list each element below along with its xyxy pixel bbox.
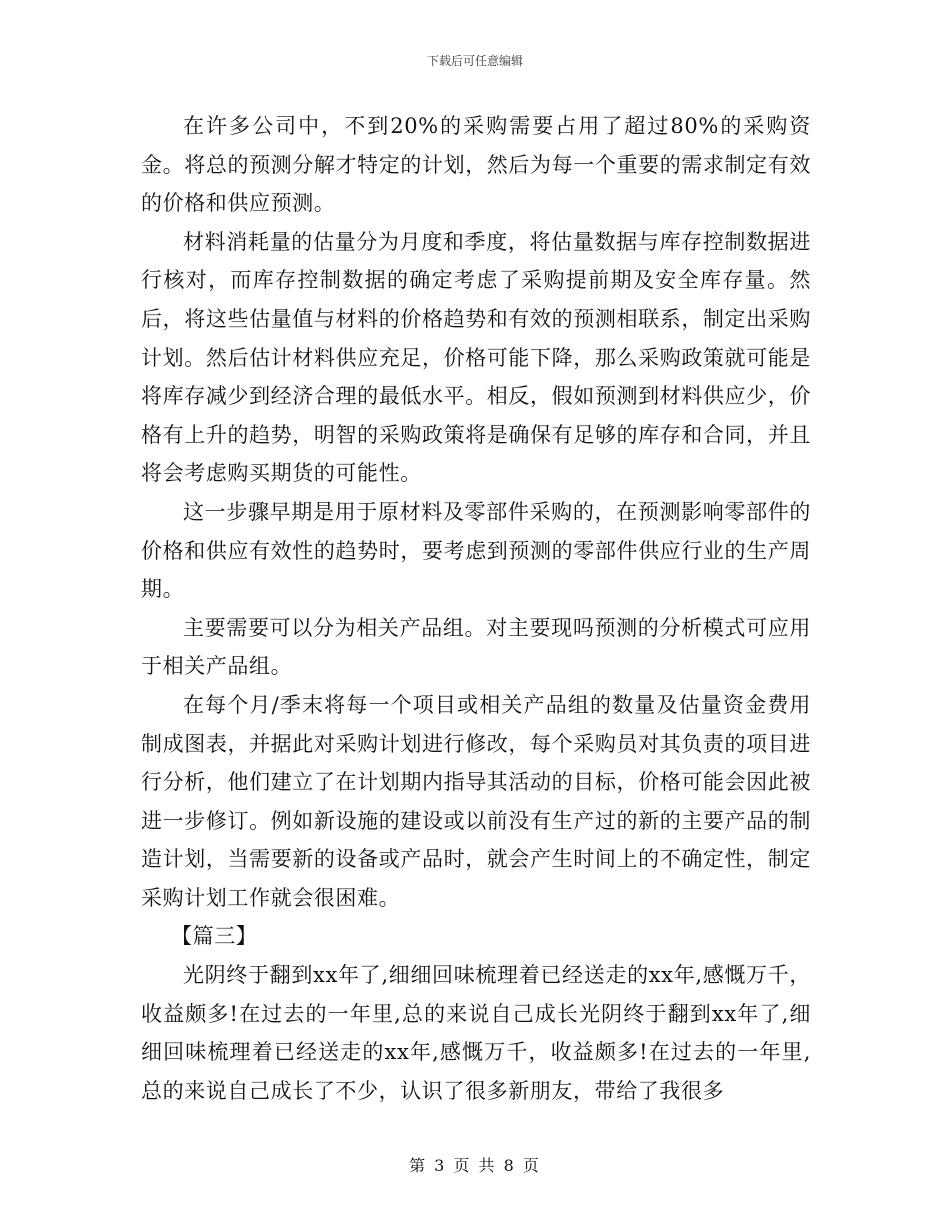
section-paragraph: 光阴终于翻到xx年了,细细回味梳理着已经送走的xx年,感慨万千，收益颇多!在过去的一年里,总的来说自己成长光阴终于翻到xx年了,细细回味梳理着已经送走的xx年,感慨万千，收益颇多!在过去的一年里,总的来说自己成长了不少，认识了很多新朋友，带给了我很多 (141, 963, 811, 1103)
body-paragraph: 主要需要可以分为相关产品组。对主要现吗预测的分析模式可应用于相关产品组。 (141, 615, 811, 679)
document-body (141, 107, 811, 1110)
section-title: 【篇三】 (171, 924, 258, 949)
body-paragraph: 这一步骤早期是用于原材料及零部件采购的，在预测影响零部件的价格和供应有效性的趋势时，要考虑到预测的零部件供应行业的生产周期。 (141, 499, 811, 602)
page-header: 下载后可任意编辑 (426, 54, 523, 68)
body-paragraph: 在每个月/季末将每一个项目或相关产品组的数量及估量资金费用制成图表，并据此对采购计划进行修改，每个采购员对其负责的项目进行分析，他们建立了在计划期内指导其活动的目标，价格可能会因此被进一步修订。例如新设施的建设或以前没有生产过的新的主要产品的制造计划，当需要新的设备或产品时，就会产生时间上的不确定性，制定采购计划工作就会很困难。 (141, 692, 811, 910)
body-paragraph: 材料消耗量的估量分为月度和季度，将估量数据与库存控制数据进行核对，而库存控制数据的确定考虑了采购提前期及安全库存量。然后，将这些估量值与材料的价格趋势和有效的预测相联系，制定出采购计划。然后估计材料供应充足，价格可能下降，那么采购政策就可能是将库存减少到经济合理的最低水平。相反，假如预测到材料供应少，价格有上升的趋势，明智的采购政策将是确保有足够的库存和合同，并且将会考虑购买期货的可能性。 (141, 229, 811, 486)
body-paragraph: 在许多公司中，不到20%的采购需要占用了超过80%的采购资金。将总的预测分解才特定的计划，然后为每一个重要的需求制定有效的价格和供应预测。 (141, 114, 811, 216)
page-number-footer: 第 3 页 共 8 页 (409, 1156, 541, 1175)
